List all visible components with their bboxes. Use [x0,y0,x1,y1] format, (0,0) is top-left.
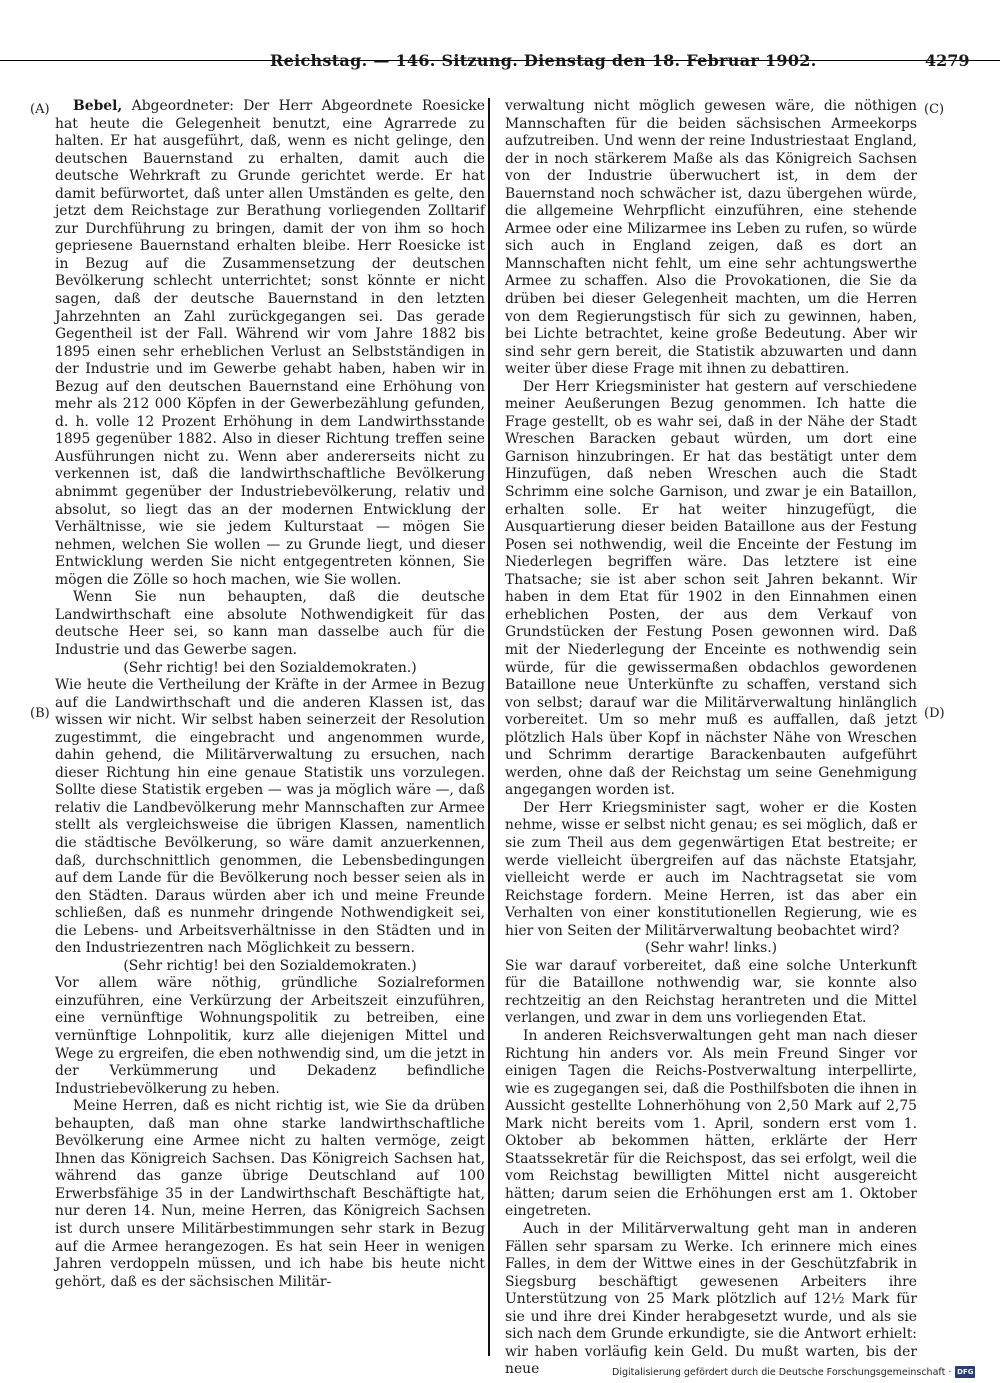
paragraph: In anderen Reichsverwaltungen geht man nach dieser Richtung hin anders vor. Als mein Freund Singer vor einigen Tagen die Reichs-Postverwaltung interpellirte, wie es zugegangen sei, daß die Posthilfsboten die ihnen in Aussicht gestellte Lohnerhöhung von 2,50 Mark auf 2,75 Mark nicht bereits vom 1. April, sondern erst vom 1. Oktober ab bekommen hätten, erklärte der Herr Staatssekretär für die Reichspost, das sei erfolgt, weil die vom Reichstag bewilligten Mittel nicht ausgereicht hätten; darum seien die Erhöhungen erst am 1. Oktober eingetreten. [505,1027,917,1220]
speaker-name: Bebel, [73,98,123,114]
column-divider [488,98,490,1356]
paragraph: Wenn Sie nun behaupten, daß die deutsche Landwirthschaft eine absolute Nothwendigkeit für das deutsche Heer sei, so kann man dasselbe auch für die Industrie und das Gewerbe sagen. [55,589,485,658]
margin-marker-c: (C) [924,102,945,117]
margin-marker-d: (D) [924,706,945,721]
paragraph: Der Herr Kriegsminister hat gestern auf verschiedene meiner Aeußerungen Bezug genommen. Ich hatte die Frage gestellt, ob es wahr sei, daß in der Nähe der Stadt Wreschen Baracken gebaut würden, um dort eine Garnison hinzubringen. Er hat das bestätigt unter dem Hinzufügen, daß neben Wreschen auch die Stadt Schrimm eine solche Garnison, und zwar je ein Bataillon, erhalten solle. Er hat weiter hinzugefügt, die Ausquartierung dieser beiden Bataillone aus der Festung Posen sei nothwendig, weil die Enceinte der Festung im Niederlegen begriffen wäre. Das letztere ist eine Thatsache; sie ist aber schon seit Jahren bekannt. Wir haben in dem Etat für 1902 in den Einnahmen einen erheblichen Posten, der aus dem Verkauf von Grundstücken der Festung Posen gewonnen wird. Daß mit der Niederlegung der Enceinte es nothwendig sein würde, für die gewissermaßen obdachlos gewordenen Bataillone neue Unterkünfte zu schaffen, verstand sich von selbst; darauf war die Militärverwaltung hinlänglich vorbereitet. Um so mehr muß es auffallen, daß jetzt plötzlich Hals über Kopf in nächster Nähe von Wreschen und Schrimm derartige Barackenbauten aufgeführt werden, ohne daß der Reichstag um seine Genehmigung angegangen worden ist. [505,378,917,799]
right-column [505,98,917,1379]
dfg-logo-icon: DFG [957,1368,974,1376]
interjection: (Sehr richtig! bei den Sozialdemokraten.) [123,659,417,676]
paragraph-text: Abgeordneter: Der Herr Abgeordnete Roesicke hat heute die Gelegenheit benutzt, eine Agrarrede zu halten. Er hat ausgeführt, daß, wenn es nicht gelinge, den deutschen Bauernstand zu erhalten, damit auch die deutsche Wehrkraft zu Grunde gerichtet werde. Er hat damit befürwortet, daß unter allen Umständen es gelte, den jetzt dem Reichstage zur Berathung vorliegenden Zolltarif zur Durchführung zu bringen, damit der von ihm so hoch gepriesene Bauernstand erhalten bleibe. Herr Roesicke ist in Bezug auf die Zusammensetzung der deutschen Bevölkerung schlecht unterrichtet; sonst könnte er nicht sagen, daß der deutsche Bauernstand in den letzten Jahrzehnten an Zahl zurückgegangen sei. Das gerade Gegentheil ist der Fall. Während wir vom Jahre 1882 bis 1895 einen sehr erheblichen Verlust an Selbstständigen in der Industrie und im Gewerbe gehabt haben, haben wir in Bezug auf den deutschen Bauernstand eine Erhöhung von mehr als 212 000 Köpfen in der Gewerbezählung gefunden, d. h. volle 12 Prozent Erhöhung in dem Landwirthsstande 1895 gegenüber 1882. Also in dieser Richtung treffen seine Ausführungen nicht zu. Wenn aber andererseits nicht zu verkennen ist, daß die landwirthschaftliche Bevölkerung abnimmt gegenüber der Industriebevölkerung, relativ und absolut, so liegt das an der modernen Entwicklung der Verhältnisse, wie sie jedem Kulturstaat — mögen Sie nehmen, welchen Sie wollen — zu Grunde liegt, und dieser Entwicklung werden Sie nicht entgegentreten können, Sie mögen die Zölle so hoch machen, wie Sie wollen. [55,98,485,588]
digitization-footer [612,1364,982,1380]
footer-text: Digitalisierung gefördert durch die Deutsche Forschungsgemeinschaft · [612,1366,952,1378]
paragraph: Sie war darauf vorbereitet, daß eine solche Unterkunft für die Bataillone nothwendig war, sie konnte also rechtzeitig an den Reichstag herantreten und die Mittel verlangen, und zwar in dem uns vorliegenden Etat. [505,957,917,1027]
paragraph: Vor allem wäre nöthig, gründliche Sozialreformen einzuführen, eine Verkürzung der Arbeitszeit einzuführen, eine vernünftige Wohnungspolitik zu betreiben, eine vernünftige Lohnpolitik, kurz alle diejenigen Mittel und Wege zu ergreifen, die eben nothwendig sind, um die jetzt in der Verkümmerung und Dekadenz befindliche Industriebevölkerung zu heben. [55,975,485,1097]
paragraph: Auch in der Militärverwaltung geht man in anderen Fällen sehr sparsam zu Werke. Ich erinnere mich eines Falles, in dem der Wittwe eines in der Geschützfabrik in Siegsburg beschäftigt gewesenen Arbeiters ihre Unterstützung von 25 Mark plötzlich auf 12½ Mark für sie und ihre drei Kinder herabgesetzt wurde, und als sie sich nach dem Grunde erkundigte, sie die Antwort erhielt: wir haben vorläufig kein Geld. Du mußt warten, bis der neue [505,1221,917,1378]
paragraph: verwaltung nicht möglich gewesen wäre, die nöthigen Mannschaften für die beiden sächsischen Armeekorps aufzutreiben. Und wenn der reine Industriestaat England, der in noch stärkerem Maße als das Königreich Sachsen von der Industrie überwuchert ist, in dem der Bauernstand noch schwächer ist, dazu übergehen würde, die allgemeine Wehrpflicht einzuführen, eine stehende Armee oder eine Milizarmee ins Leben zu rufen, so würde sich auch in England zeigen, daß es dort an Mannschaften nicht fehlt, um eine sehr achtungswerthe Armee zu schaffen. Also die Provokationen, die Sie da drüben bei dieser Gelegenheit machten, um die Herren von dem Regierungstisch für sich zu gewinnen, haben, bei Lichte betrachtet, keine große Bedeutung. Aber wir sind sehr gern bereit, die Statistik abzuwarten und dann weiter über diese Frage mit ihnen zu debattiren. [505,98,917,378]
paragraph: Wie heute die Vertheilung der Kräfte in der Armee in Bezug auf die Landwirthschaft und die anderen Klassen ist, das wissen wir nicht. Wir selbst haben seinerzeit der Resolution zugestimmt, die eingebracht und angenommen wurde, dahin gehend, die Militärverwaltung zu ersuchen, nach dieser Richtung hin eine genaue Statistik uns vorzulegen. Sollte diese Statistik ergeben — was ja möglich wäre —, daß relativ die Landbevölkerung mehr Mannschaften zur Armee stellt als vergleichsweise die übrigen Klassen, namentlich die städtische Bevölkerung, so wäre damit anzuerkennen, daß, durchschnittlich genommen, die Lebensbedingungen auf dem Lande für die Bevölkerung noch besser seien als in den Städten. Daraus würden aber ich und meine Freunde schließen, daß es nunmehr dringende Nothwendigkeit sei, die Lebens- und Arbeitsverhältnisse in den Städten und in den Industriezentren nach Möglichkeit zu bessern. [55,677,485,957]
running-title: Reichstag. — 146. Sitzung. Dienstag den 18. Februar 1902. [270,51,817,70]
page-number: 4279 [925,51,970,70]
paragraph [55,98,485,589]
page-header [0,0,1000,70]
interjection: (Sehr richtig! bei den Sozialdemokraten.) [123,957,417,974]
margin-marker-b: (B) [30,706,50,721]
interjection: (Sehr wahr! links.) [644,940,778,957]
paragraph: Der Herr Kriegsminister sagt, woher er die Kosten nehme, wisse er selbst nicht genau; es sei möglich, daß er sie zum Theil aus dem gegenwärtigen Etat bestreite; er werde vielleicht übergreifen auf das nächste Etatsjahr, vielleicht werde er auch im Nachtragsetat sie vom Reichstage fordern. Meine Herren, ist das aber ein Verhalten von einer konstitutionellen Regierung, wie es hier von Seiten der Militärverwaltung beobachtet wird? [505,799,917,939]
margin-marker-a: (A) [30,102,50,117]
paragraph: Meine Herren, daß es nicht richtig ist, wie Sie da drüben behaupten, daß man ohne starke landwirthschaftliche Bevölkerung eine Armee nicht zu halten vermöge, zeigt Ihnen das Königreich Sachsen. Das Königreich Sachsen hat, während das ganze übrige Deutschland auf 100 Erwerbsfähige 35 in der Landwirthschaft Beschäftigte hat, nur deren 14. Nun, meine Herren, das Königreich Sachsen ist durch unsere Militärbestimmungen sehr stark in Bezug auf die Armee herangezogen. Es hat sein Heer in wenigen Jahren verdoppeln müssen, und ich habe bis heute nicht gehört, daß es der sächsischen Militär- [55,1098,485,1290]
left-column [55,98,485,1291]
